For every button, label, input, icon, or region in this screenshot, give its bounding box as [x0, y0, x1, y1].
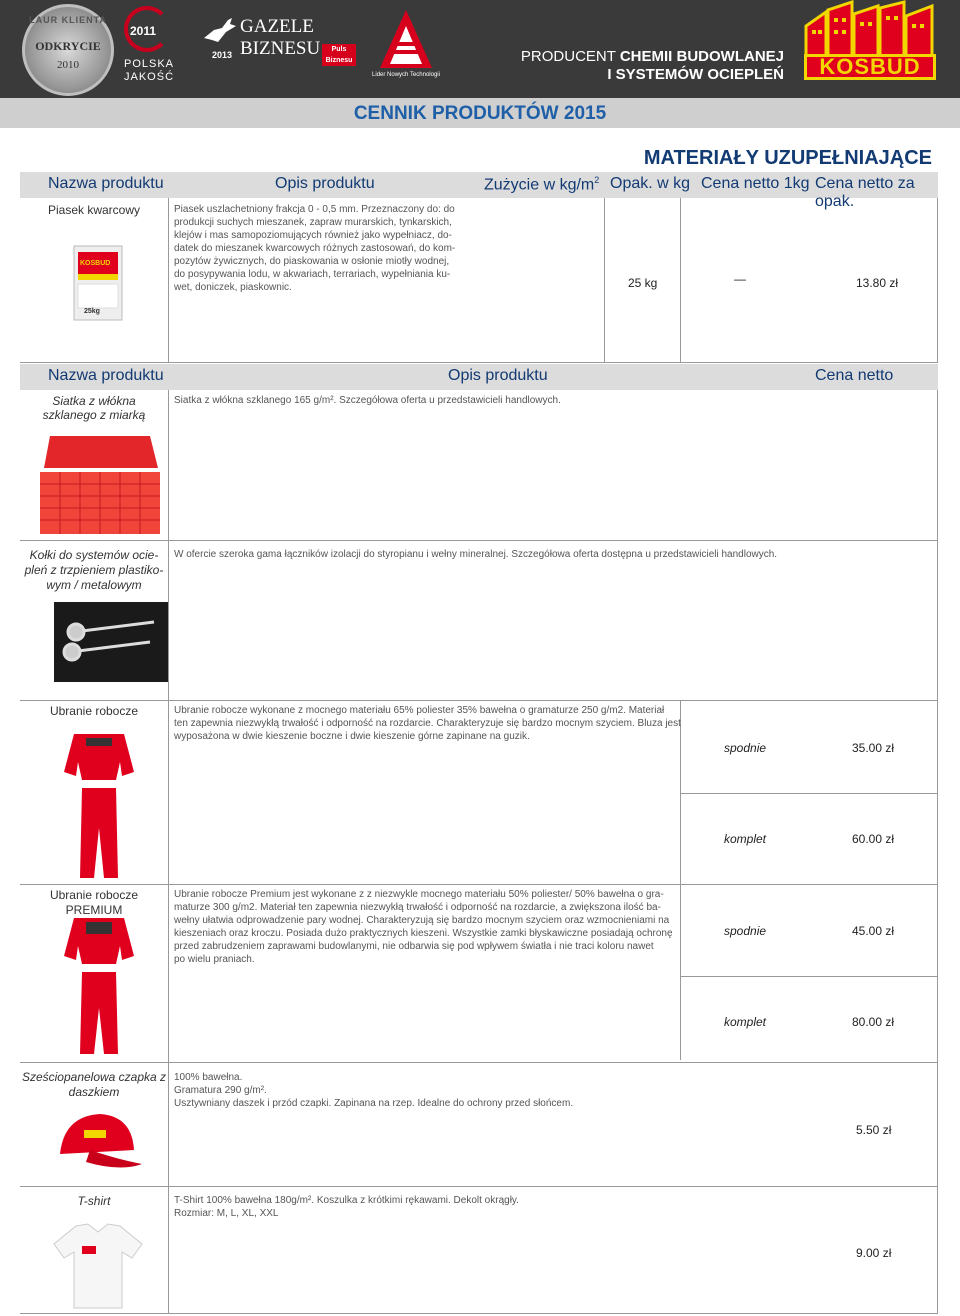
name-line: Siatka z włókna	[52, 394, 136, 408]
seal-top-text: LAUR KLIENTA	[29, 15, 107, 25]
product-description	[174, 1071, 682, 1110]
section-title: MATERIAŁY UZUPEŁNIAJĄCE	[643, 147, 932, 169]
desc-line: datek do mieszanek kwarcowych różnych zastosowań, do kom-	[174, 243, 456, 254]
grid-line	[20, 884, 938, 885]
gazele-line2: BIZNESU	[240, 38, 321, 59]
variant-price: 80.00 zł	[852, 1015, 895, 1029]
grid-line	[20, 540, 938, 541]
th2-desc: Opis produktu	[448, 367, 548, 384]
seal-main-text: ODKRYCIE	[35, 39, 101, 53]
th-usage-sup: 2	[594, 175, 600, 185]
desc-line: Ubranie robocze Premium jest wykonane z z niezwykle mocnego materiału 50% poliester/ 50% bawełna o gra-	[174, 889, 664, 900]
th-usage	[484, 175, 599, 194]
desc-line: Siatka z włókna szklanego 165 g/m². Szczegółowa oferta u przedstawicieli handlowych.	[174, 395, 561, 406]
price-list-title-bar	[0, 98, 960, 128]
grid-line	[937, 390, 938, 1314]
name-line: pleń z trzpieniem plastiko-	[24, 563, 164, 577]
variant-label: spodnie	[724, 741, 767, 755]
product-description	[174, 548, 914, 561]
grid-line	[680, 793, 938, 794]
table2-header	[20, 364, 938, 390]
grid-line	[680, 700, 681, 1060]
price-per-pack: 13.80 zł	[856, 276, 899, 290]
grid-line	[937, 198, 938, 362]
laur-klienta-seal	[22, 4, 114, 96]
pack-size: 25 kg	[628, 276, 658, 290]
grid-line	[680, 198, 681, 362]
variant-price: 45.00 zł	[852, 924, 895, 938]
awards-strip	[22, 4, 114, 96]
product-name	[20, 548, 168, 593]
desc-line: do posypywania lodu, w akwariach, terrariach, wypełniania ku-	[174, 269, 451, 280]
sand-bag-image	[72, 244, 124, 322]
name-line: szklanego z miarką	[42, 408, 146, 422]
product-name	[20, 888, 168, 918]
th2-price: Cena netto	[815, 367, 894, 384]
grid-line	[20, 700, 938, 701]
desc-line: kieszeniach oraz kroczu. Posiada dużo praktycznych kieszeni. Wszystkie zamki błyskawiczne posiadają ochronę	[174, 928, 673, 939]
desc-line: T-Shirt 100% bawełna 180g/m². Koszulka z krótkimi rękawami. Dekolt okrągły.	[174, 1195, 519, 1206]
desc-line: maturze 300 g/m2. Materiał ten zapewnia niezwykłą trwałość i odporność na rozdarcie, a zwiększona ilość ba-	[174, 902, 661, 913]
triangle-icon	[378, 8, 434, 70]
producer-line1-bold: CHEMII BUDOWLANEJ	[619, 48, 784, 65]
producer-line1-light: PRODUCENT	[520, 48, 620, 65]
th-usage-text: Zużycie w kg/m	[484, 176, 595, 194]
polska-jakosc-line2: JAKOŚĆ	[124, 71, 175, 83]
puls-biznesu-badge: Puls Biznesu	[322, 44, 356, 66]
name-line: PREMIUM	[65, 903, 123, 917]
producer-line1	[521, 48, 784, 66]
variant-label: komplet	[724, 1015, 767, 1029]
desc-line: wyposażona w dwie kieszenie boczne i dwie kieszenie górne zapinane na guzik.	[174, 731, 530, 742]
product-description	[174, 704, 682, 743]
th2-name: Nazwa produktu	[48, 367, 164, 384]
bag-brand: KOSBUD	[80, 260, 111, 267]
desc-line: Usztywniany daszek i przód czapki. Zapinana na rzep. Idealne do ochrony przed słońcem.	[174, 1098, 574, 1109]
product-price: 9.00 zł	[856, 1246, 892, 1260]
grid-line	[168, 390, 169, 1314]
name-line: Ubranie robocze	[49, 704, 139, 718]
anchors-image	[54, 602, 168, 682]
name-line: Sześciopanelowa czapka z	[21, 1070, 167, 1084]
tshirt-image	[52, 1222, 144, 1310]
premium-workwear-image	[64, 916, 134, 1056]
polska-jakosc-line1: POLSKA	[124, 58, 175, 70]
producer-line2	[521, 66, 784, 84]
gazele-biznesu-logo	[200, 10, 360, 80]
name-line: Ubranie robocze	[49, 888, 139, 902]
bag-weight: 25kg	[84, 308, 100, 315]
product-description	[174, 888, 682, 966]
variant-label: spodnie	[724, 924, 767, 938]
price-per-kg: —	[734, 272, 746, 286]
lider-caption: Lider Nowych Technologii	[372, 72, 440, 78]
product-name	[20, 394, 168, 422]
desc-line: przed zabrudzeniem zaprawami budowlanymi, nie odbarwia się pod wpływem światła i nie traci koloru nawet	[174, 941, 654, 952]
th-pack: Opak. w kg	[610, 175, 691, 192]
desc-line: produkcji suchych mieszanek, zapraw murarskich, tynkarskich,	[174, 217, 452, 228]
polska-jakosc-logo	[116, 4, 196, 84]
kosbud-logo	[800, 0, 940, 84]
th-desc: Opis produktu	[275, 175, 375, 192]
page-title: CENNIK PRODUKTÓW 2015	[353, 103, 607, 124]
producer-line2-bold: I SYSTEMÓW OCIEPLEŃ	[607, 66, 784, 83]
kosbud-wordmark: KOSBUD	[804, 54, 936, 80]
product-description	[174, 203, 464, 294]
desc-line: po wielu praniach.	[174, 954, 255, 965]
variant-price: 60.00 zł	[852, 832, 895, 846]
desc-line: wet, doniczek, piaskownic.	[174, 282, 292, 293]
product-name	[20, 704, 168, 718]
variant-label: komplet	[724, 832, 767, 846]
workwear-image	[64, 732, 134, 880]
product-name	[20, 1070, 168, 1100]
desc-line: Piasek uszlachetniony frakcja 0 - 0,5 mm. Przeznaczony do: do	[174, 204, 455, 215]
grid-line	[20, 1186, 938, 1187]
polska-jakosc-year: 2011	[130, 24, 157, 38]
desc-line: ten zapewnia niezwykłą trwałość i odporność na rozdarcie. Charakteryzuje się bardzo mocnym szyciem. Bluza jest	[174, 718, 681, 729]
grid-line	[680, 976, 938, 977]
grid-line	[20, 1062, 938, 1063]
desc-line: Ubranie robocze wykonane z mocnego materiału 65% poliester 35% bawełna o gramaturze 250 g/m2. Materiał	[174, 705, 665, 716]
header-bar	[0, 0, 960, 98]
product-description	[174, 394, 914, 407]
mesh-image	[40, 432, 160, 536]
name-line: daszkiem	[68, 1085, 120, 1099]
gazele-line1: GAZELE	[240, 16, 314, 37]
desc-line: W ofercie szeroka gama łączników izolacji do styropianu i wełny mineralnej. Szczegółowa oferta dostępna u przedstawicieli handlowych.	[174, 549, 778, 560]
seal-year: 2010	[57, 59, 79, 71]
grid-line	[20, 362, 938, 363]
lider-technologii-logo	[370, 8, 442, 88]
gazelle-icon	[202, 16, 238, 46]
gazele-year: 2013	[212, 50, 233, 60]
th-price-pack: Cena netto za opak.	[815, 175, 915, 210]
grid-line	[20, 1313, 938, 1314]
grid-line	[168, 198, 169, 362]
name-line: wym / metalowym	[46, 578, 142, 592]
desc-line: pozytów żywicznych, do piaskowania w osłonie miotły wodnej,	[174, 256, 450, 267]
cap-image	[50, 1110, 144, 1174]
desc-line: 100% bawełna.	[174, 1072, 243, 1083]
desc-line: Gramatura 290 g/m².	[174, 1085, 267, 1096]
name-line: Kołki do systemów ocie-	[29, 548, 159, 562]
grid-line	[604, 198, 605, 362]
producer-tagline	[521, 48, 784, 84]
desc-line: Rozmiar: M, L, XL, XXL	[174, 1208, 279, 1219]
desc-line: klejów i mas samopoziomujących również jako wypełniacz, do-	[174, 230, 452, 241]
product-price: 5.50 zł	[856, 1123, 892, 1137]
buildings-icon	[800, 0, 940, 60]
th-name: Nazwa produktu	[48, 175, 164, 192]
product-name	[20, 1194, 168, 1208]
product-name: Piasek kwarcowy	[47, 203, 141, 217]
name-line: T-shirt	[77, 1194, 111, 1208]
product-description	[174, 1194, 682, 1220]
th-price-kg: Cena netto 1kg	[701, 175, 810, 192]
desc-line: wełny ułatwia odprowadzenie pary wodnej. Charakteryzują się bardzo mocnym szyciem oraz wzmocnieniami na	[174, 915, 670, 926]
variant-price: 35.00 zł	[852, 741, 895, 755]
